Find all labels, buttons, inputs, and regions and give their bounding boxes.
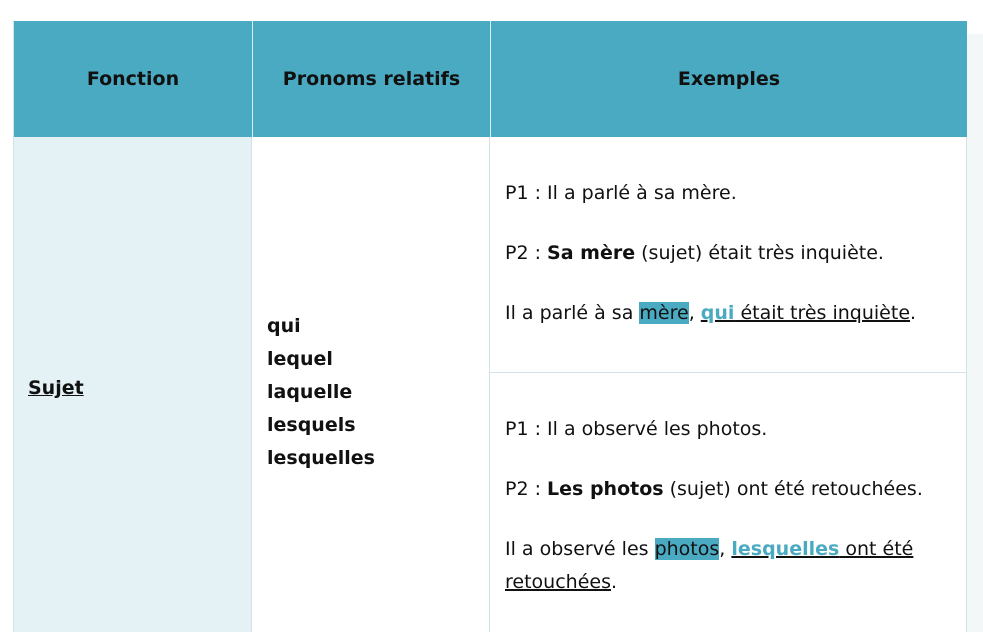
pronoms-list [267, 310, 375, 475]
pronom-item: lequel [267, 348, 333, 370]
antecedent-highlight: photos [654, 538, 720, 560]
pronom-item: lesquels [267, 414, 356, 436]
p2-rest: (sujet) ont été retouchées. [663, 478, 923, 500]
p2-prefix: P2 : [505, 242, 548, 264]
header-fonction: Fonction [14, 21, 252, 137]
example-1-p1: P1 : Il a parlé à sa mère. [505, 182, 737, 204]
combined-start: Il a parlé à sa [505, 302, 640, 324]
comma: , [719, 538, 732, 560]
comma: , [688, 302, 701, 324]
grammar-table [13, 21, 966, 632]
relative-clause: était très inquiète [734, 302, 911, 324]
exemples-cell [490, 137, 967, 632]
combined-start: Il a observé les [505, 538, 655, 560]
antecedent-highlight: mère [639, 302, 689, 324]
relative-pronoun: lesquelles [731, 538, 840, 560]
example-1-p2 [505, 242, 884, 264]
example-2-combined-line2 [505, 571, 617, 593]
p2-prefix: P2 : [505, 478, 548, 500]
fonction-sujet-link[interactable]: Sujet [28, 377, 84, 399]
right-shadow [966, 34, 983, 632]
p2-subject: Sa mère [547, 242, 636, 264]
pronom-item: lesquelles [267, 447, 375, 469]
period: . [910, 302, 917, 324]
relative-pronoun: qui [700, 302, 735, 324]
period: . [610, 571, 618, 593]
p2-subject: Les photos [547, 478, 664, 500]
examples-divider [490, 372, 967, 373]
p2-rest: (sujet) était très inquiète. [635, 242, 884, 264]
pronoms-cell [252, 137, 490, 632]
header-exemples: Exemples [490, 21, 967, 137]
example-2-combined [505, 538, 913, 560]
fonction-cell [14, 137, 252, 632]
example-2-p2 [505, 478, 923, 500]
example-1-combined [505, 302, 916, 324]
relative-clause-cont: retouchées [505, 571, 611, 593]
relative-clause: ont été [839, 538, 914, 560]
pronom-item: laquelle [267, 381, 353, 403]
header-pronoms-relatifs: Pronoms relatifs [252, 21, 490, 137]
example-2-p1: P1 : Il a observé les photos. [505, 418, 768, 440]
pronom-item: qui [267, 315, 301, 337]
